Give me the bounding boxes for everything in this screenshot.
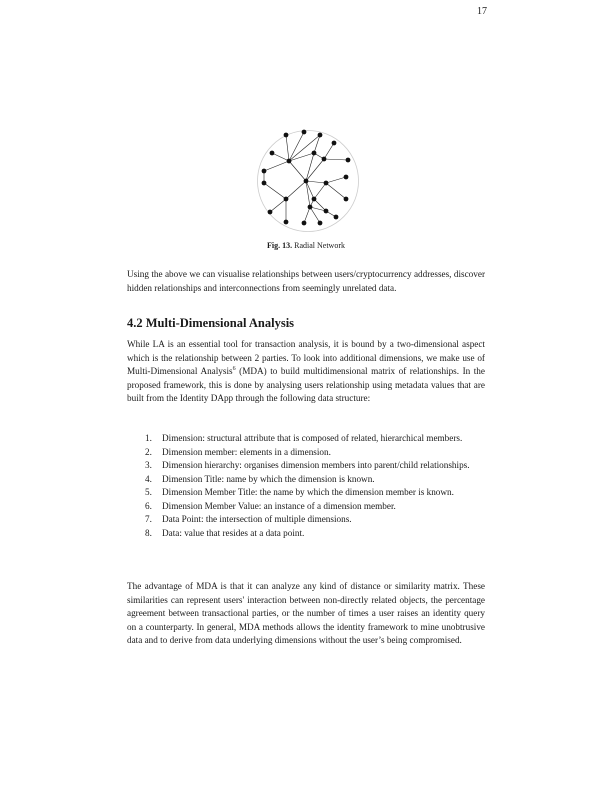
network-node	[270, 151, 275, 156]
list-item-number: 5.	[145, 487, 152, 497]
network-node	[304, 179, 309, 184]
list-item	[127, 527, 485, 541]
network-node	[332, 141, 337, 146]
network-edge	[286, 135, 289, 161]
figure-title: Radial Network	[294, 241, 345, 250]
network-edge	[306, 181, 326, 183]
network-node	[322, 157, 327, 162]
list-item-text: Dimension Member Value: an instance of a dimension member.	[162, 500, 396, 511]
intro-paragraph: Using the above we can visualise relationships between users/cryptocurrency addresses, discover hidden relationships and interconnections from seemingly unrelated data.	[127, 269, 485, 293]
list-item	[127, 486, 485, 500]
network-node	[324, 209, 329, 214]
mda-paragraph	[127, 338, 485, 406]
list-item-number: 2.	[145, 446, 152, 457]
network-node	[284, 220, 289, 225]
list-item	[127, 473, 485, 487]
network-node	[262, 181, 267, 186]
figure-label: Fig. 13.	[267, 241, 293, 250]
section-heading: 4.2 Multi-Dimensional Analysis	[127, 316, 295, 330]
network-edge	[272, 153, 289, 161]
network-edge	[289, 161, 306, 181]
network-edge	[306, 153, 314, 181]
network-node	[302, 221, 307, 226]
network-node	[344, 175, 349, 180]
footnote-mark: 6	[232, 365, 236, 372]
list-item-text: Dimension hierarchy: organises dimension members into parent/child relationships.	[162, 460, 470, 470]
advantage-paragraph: The advantage of MDA is that it can analyze any kind of distance or similarity matrix. These similarities can represent users' interaction between non-directly related objects, the percentage agreement between transactional parties, or the number of times a user raises an identity query on a counterparty. In general, MDA methods allows the identity framework to mine unobtrusive data and to derive from data underlying dimensions without the user’s being compromised.	[127, 581, 485, 645]
edge-group	[264, 132, 348, 223]
network-node	[268, 210, 273, 215]
list-item-number: 8.	[145, 527, 152, 538]
network-edge	[326, 183, 346, 199]
network-node	[262, 169, 267, 174]
network-node	[324, 181, 329, 186]
network-edge	[324, 159, 348, 160]
list-item-text: Dimension Member Title: the name by which the dimension member is known.	[162, 487, 454, 497]
figure-caption	[0, 241, 612, 250]
list-item	[127, 459, 485, 473]
network-node	[302, 130, 307, 135]
network-node	[334, 215, 339, 220]
list-item	[127, 432, 485, 446]
list-item-number: 7.	[145, 514, 152, 524]
network-node	[312, 197, 317, 202]
mda-paragraph-part1: While LA is an essential tool for transaction analysis, it is bound by a two-dimensional aspect which is the relationship between 2 parties. To look into additional dimensions, we make use of Multi-Dimensional Analysis	[127, 339, 485, 376]
network-node	[287, 159, 292, 164]
data-structure-list	[127, 432, 485, 540]
network-edge	[270, 199, 286, 212]
network-edge	[286, 181, 306, 199]
list-item	[127, 500, 485, 514]
network-edge	[314, 183, 326, 199]
network-node	[318, 133, 323, 138]
radial-network-figure	[256, 129, 360, 233]
radial-network-diagram	[256, 129, 360, 233]
node-group	[262, 130, 351, 226]
list-item	[127, 513, 485, 527]
network-edge	[326, 177, 346, 183]
network-edge	[304, 207, 310, 223]
list-item-number: 1.	[145, 433, 152, 443]
list-item-number: 3.	[145, 460, 152, 470]
list-item-number: 6.	[145, 500, 152, 511]
network-node	[284, 197, 289, 202]
network-edge	[264, 161, 289, 171]
network-node	[318, 221, 323, 226]
network-edge	[306, 159, 324, 181]
network-node	[284, 133, 289, 138]
list-item	[127, 446, 485, 460]
list-item-text: Data: value that resides at a data point.	[162, 527, 305, 538]
network-node	[312, 151, 317, 156]
network-edge	[324, 143, 334, 159]
network-edge	[289, 135, 320, 161]
list-item-text: Dimension member: elements in a dimension.	[162, 446, 331, 457]
list-item-text: Data Point: the intersection of multiple dimensions.	[162, 514, 352, 524]
list-item-text: Dimension: structural attribute that is composed of related, hierarchical members.	[162, 433, 463, 443]
network-edge	[264, 183, 286, 199]
network-node	[308, 205, 313, 210]
list-item-text: Dimension Title: name by which the dimension is known.	[162, 473, 375, 484]
list-item-number: 4.	[145, 473, 152, 484]
network-node	[346, 158, 351, 163]
network-node	[344, 197, 349, 202]
mda-paragraph-part2: (MDA) to build multidimensional matrix of relationships. In the proposed framework, this is done by analysing users relationship using metadata values that are built from the Identity DApp through the following data structure:	[127, 366, 485, 403]
page-number: 17	[477, 6, 487, 17]
